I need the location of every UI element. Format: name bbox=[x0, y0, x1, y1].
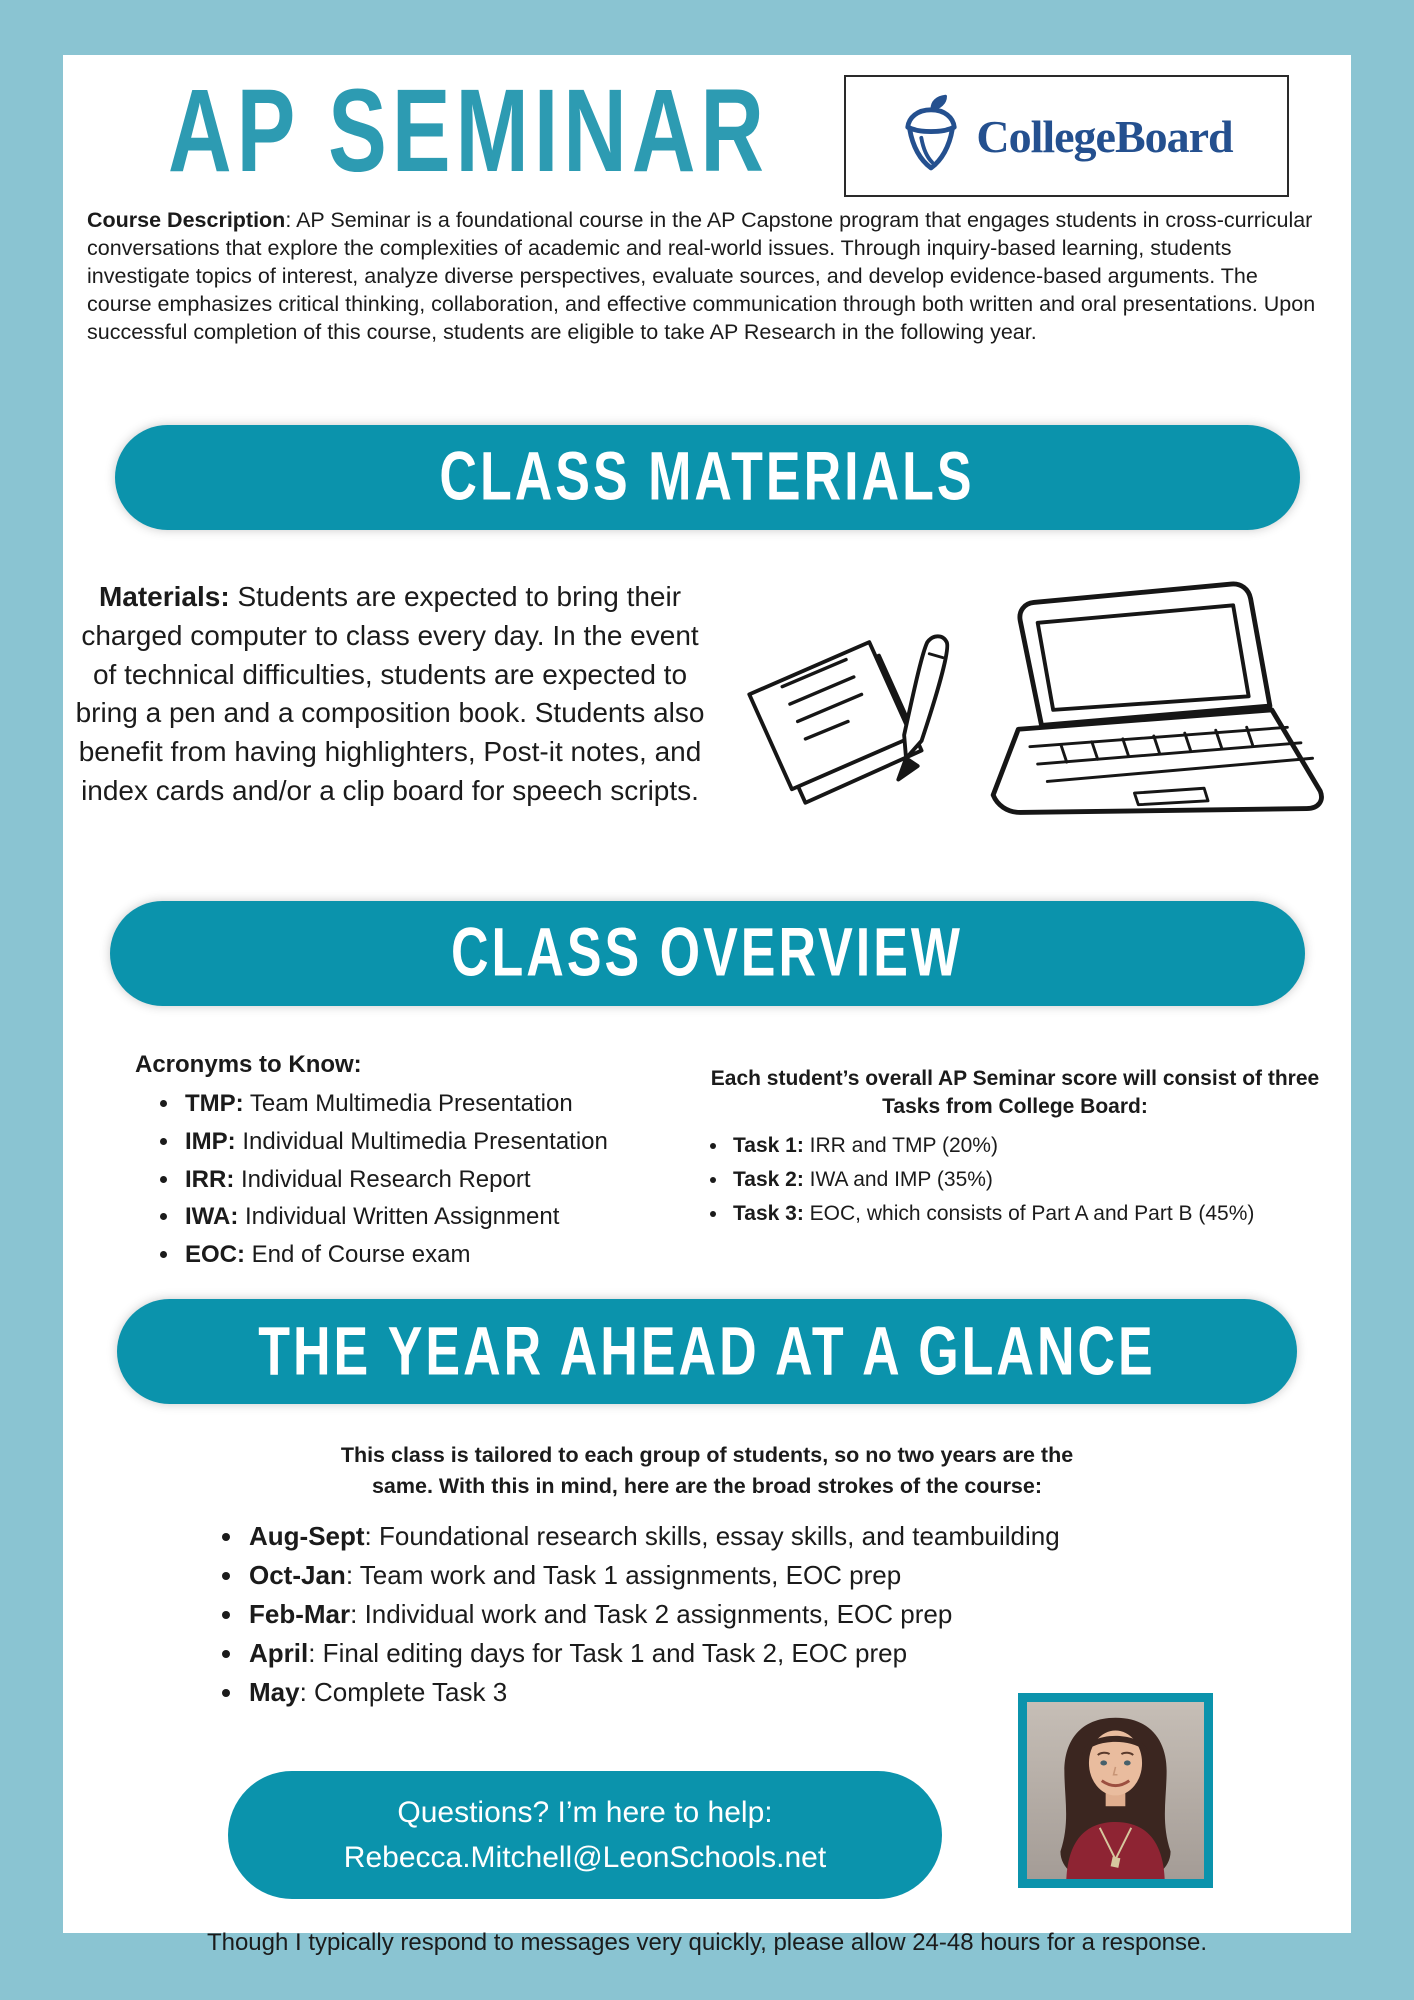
task-text: IRR and TMP (20%) bbox=[809, 1134, 998, 1158]
footer-note: Though I typically respond to messages very quickly, please allow 24-48 hours for a response. bbox=[206, 1929, 1208, 1956]
contact-line1: Questions? I’m here to help: bbox=[397, 1796, 773, 1829]
course-description bbox=[63, 207, 1351, 347]
header bbox=[63, 61, 1351, 201]
section-banner-class-materials bbox=[115, 425, 1300, 530]
list-item bbox=[245, 1556, 1105, 1595]
task-label: Task 1: bbox=[733, 1134, 804, 1158]
acronym-label: IWA: bbox=[185, 1203, 239, 1231]
materials-label: Materials: bbox=[98, 580, 230, 612]
title-wrap bbox=[63, 61, 844, 201]
acronyms-heading: Acronyms to Know: bbox=[135, 1050, 362, 1078]
teacher-portrait-photo bbox=[1018, 1693, 1213, 1888]
month-label: Aug-Sept bbox=[249, 1520, 365, 1551]
tasks-column bbox=[695, 1051, 1335, 1275]
page-title: AP SEMINAR bbox=[168, 63, 769, 197]
month-label: May bbox=[249, 1676, 300, 1707]
collegeboard-logo bbox=[844, 75, 1289, 197]
list-item bbox=[181, 1236, 695, 1274]
month-label: Feb-Mar bbox=[249, 1598, 351, 1629]
class-overview-heading: CLASS OVERVIEW bbox=[450, 914, 963, 992]
overview-section bbox=[63, 1051, 1351, 1275]
month-text: : Individual work and Task 2 assignments, EOC prep bbox=[350, 1598, 953, 1629]
course-description-label: Course Description bbox=[87, 208, 286, 232]
list-item bbox=[245, 1673, 1105, 1712]
flyer-sheet bbox=[63, 55, 1351, 1956]
materials-text bbox=[75, 578, 705, 828]
list-item bbox=[729, 1163, 1335, 1197]
acronyms-column bbox=[135, 1051, 695, 1275]
notes-pen-and-laptop-icon bbox=[728, 556, 1328, 856]
month-text: : Team work and Task 1 assignments, EOC prep bbox=[345, 1559, 902, 1590]
month-text: : Foundational research skills, essay skills, and teambuilding bbox=[364, 1520, 1060, 1551]
list-item bbox=[245, 1634, 1105, 1673]
materials-body: Students are expected to bring their charged computer to class every day. In the event of technical difficulties, students are expected to bring a pen and a composition book. Students also benefit from having highlighters, Post-it notes, and index cards and/or a clip board for speech scripts. bbox=[75, 580, 705, 807]
course-description-text: : AP Seminar is a foundational course in the AP Capstone program that engages students in cross-curricular conversations that explore the complexities of academic and real-world issues. Through inquiry-based learning, students investigate topics of interest, analyze diverse perspectives, evaluate sources, and develop evidence-based arguments. The course emphasizes critical thinking, collaboration, and effective communication through both written and oral presentations. Upon successful completion of this course, students are eligible to take AP Research in the following year. bbox=[87, 208, 1316, 344]
acronym-text: Individual Research Report bbox=[241, 1165, 531, 1193]
logo-wordmark: CollegeBoard bbox=[976, 110, 1233, 162]
acronym-text: Team Multimedia Presentation bbox=[249, 1089, 573, 1117]
list-item bbox=[245, 1517, 1105, 1556]
task-text: IWA and IMP (35%) bbox=[809, 1167, 993, 1191]
section-banner-year-ahead bbox=[117, 1299, 1297, 1404]
contact-box bbox=[228, 1771, 942, 1899]
list-item bbox=[181, 1198, 695, 1236]
list-item bbox=[245, 1595, 1105, 1634]
task-text: EOC, which consists of Part A and Part B (45%) bbox=[809, 1201, 1255, 1225]
acronym-label: EOC: bbox=[185, 1241, 245, 1269]
tasks-heading: Each student’s overall AP Seminar score will consist of three Tasks from College Board: bbox=[710, 1066, 1320, 1119]
tasks-list bbox=[695, 1129, 1335, 1230]
task-label: Task 3: bbox=[733, 1201, 804, 1225]
year-ahead-heading: THE YEAR AHEAD AT A GLANCE bbox=[258, 1313, 1156, 1390]
materials-illustration bbox=[705, 550, 1351, 856]
month-label: April bbox=[249, 1637, 309, 1668]
list-item bbox=[181, 1085, 695, 1123]
acronyms-list bbox=[135, 1085, 695, 1275]
list-item bbox=[181, 1161, 695, 1199]
acronym-text: Individual Written Assignment bbox=[245, 1203, 560, 1231]
acronym-text: Individual Multimedia Presentation bbox=[242, 1127, 608, 1155]
month-label: Oct-Jan bbox=[249, 1559, 346, 1590]
class-materials-heading: CLASS MATERIALS bbox=[439, 438, 975, 516]
section-banner-class-overview bbox=[110, 901, 1305, 1006]
list-item bbox=[729, 1129, 1335, 1163]
task-label: Task 2: bbox=[733, 1167, 804, 1191]
year-ahead-intro: This class is tailored to each group of students, so no two years are the same. With this in mind, here are the broad strokes of the course: bbox=[340, 1443, 1074, 1499]
acronym-label: IMP: bbox=[185, 1127, 236, 1155]
list-item bbox=[729, 1197, 1335, 1231]
materials-section bbox=[63, 550, 1351, 856]
month-text: : Final editing days for Task 1 and Task 2, EOC prep bbox=[308, 1637, 908, 1668]
acronym-text: End of Course exam bbox=[251, 1241, 471, 1269]
contact-email: Rebecca.Mitchell@LeonSchools.net bbox=[343, 1841, 827, 1874]
list-item bbox=[181, 1123, 695, 1161]
year-ahead-list bbox=[213, 1517, 1105, 1712]
acronym-label: TMP: bbox=[185, 1089, 244, 1117]
acorn-icon bbox=[900, 93, 962, 180]
month-text: : Complete Task 3 bbox=[299, 1676, 508, 1707]
acronym-label: IRR: bbox=[185, 1165, 235, 1193]
